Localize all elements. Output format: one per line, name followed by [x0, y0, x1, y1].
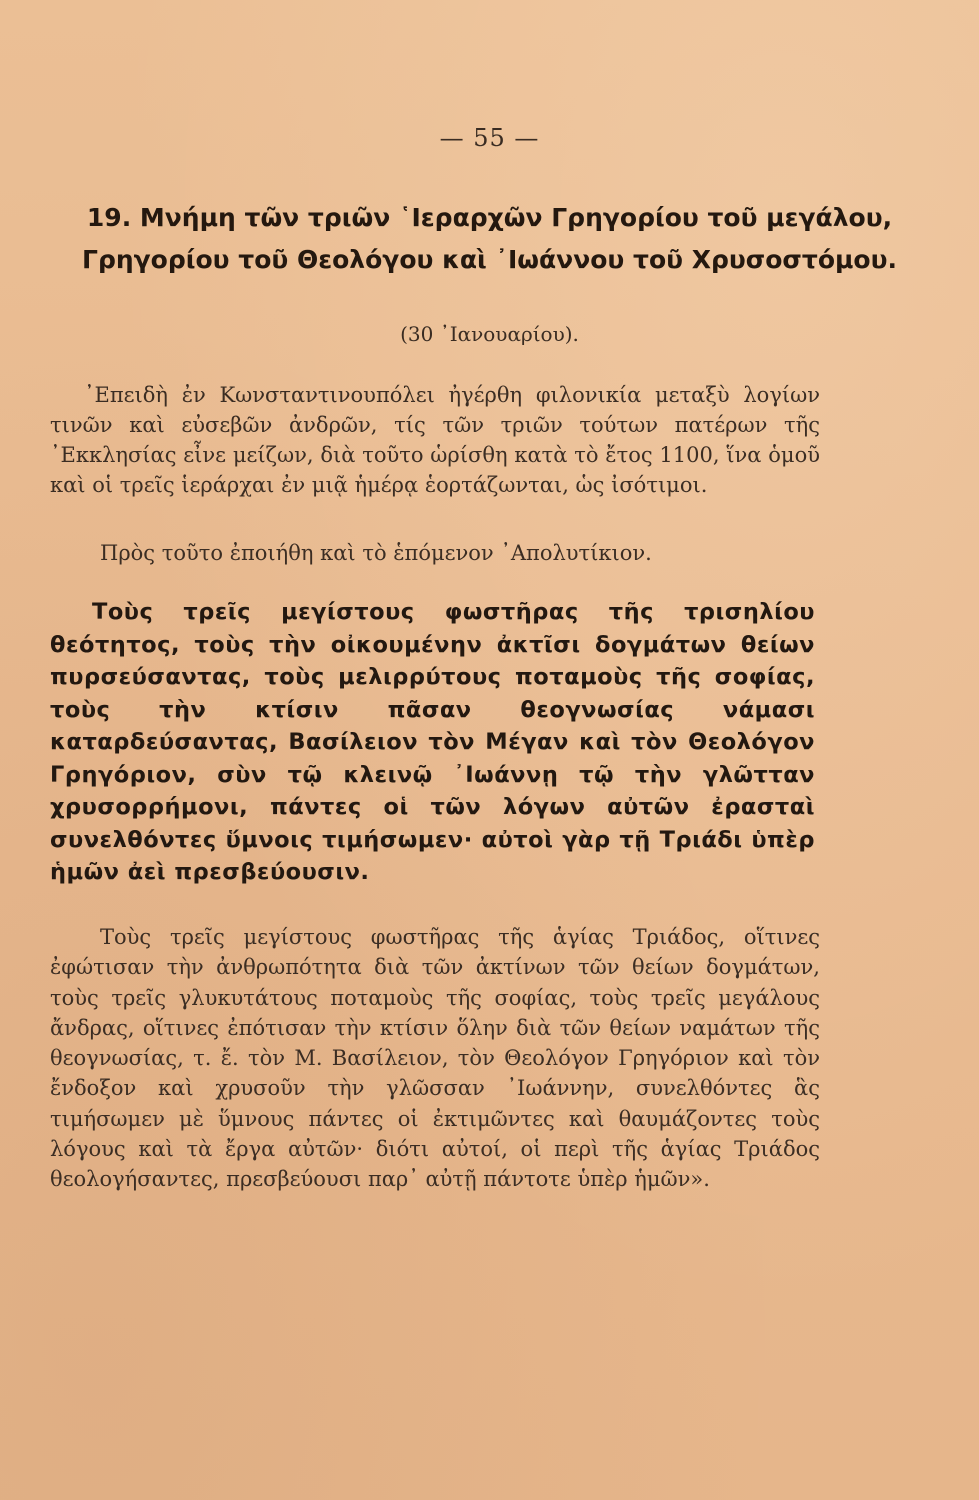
translation-paragraph: Τοὺς τρεῖς μεγίστους φωστῆρας τῆς ἁγίας Τριάδος, οἵτινες ἐφώτισαν τὴν ἀνθρωπότητα διὰ τῶν ἀκτίνων τῶν θείων δογμάτων, τοὺς τρεῖς γλυκυτάτους ποταμοὺς τῆς σοφίας, τοὺς τρεῖς μεγάλους ἄνδρας, οἵτινες ἐπότισαν τὴν κτίσιν ὅλην διὰ τῶν θείων ναμάτων τῆς θεογνωσίας, τ. ἔ. τὸν Μ. Βασίλειον, τὸν Θεολόγον Γρηγόριον καὶ τὸν ἔνδοξον καὶ χρυσοῦν τὴν γλῶσσαν ᾿Ιωάννην, συνελθόντες ἃς τιμήσωμεν μὲ ὕμνους πάντες οἱ ἐκτιμῶντες καὶ θαυμάζοντες τοὺς λόγους καὶ τὰ ἔργα αὐτῶν· διότι αὐτοί, οἱ περὶ τῆς ἁγίας Τριάδος θεολογήσαντες, πρεσβεύουσι παρ᾿ αὐτῇ πάντοτε ὑπὲρ ἡμῶν».	[50, 925, 820, 1192]
apolytikion-hymn: Τοὺς τρεῖς μεγίστους φωστῆρας τῆς τρισηλίου θεότητος, τοὺς τὴν οἰκουμένην ἀκτῖσι δογμάτων θείων πυρσεύσαντας, τοὺς μελιρρύτους ποταμοὺς τῆς σοφίας, τοὺς τὴν κτίσιν πᾶσαν θεογνωσίας νάμασι καταρδεύσαντας, Βασίλειον τὸν Μέγαν καὶ τὸν Θεολόγον Γρηγόριον, σὺν τῷ κλεινῷ ᾿Ιωάννῃ τῷ τὴν γλῶτταν χρυσορρήμονι, πάντες οἱ τῶν λόγων αὐτῶν ἐρασταὶ συνελθόντες ὕμνοις τιμήσωμεν· αὐτοὶ γὰρ τῇ Τριάδι ὑπὲρ ἡμῶν ἀεὶ πρεσβεύουσιν.	[50, 599, 815, 885]
section-title: 19. Μνήμη τῶν τριῶν ῾Ιεραρχῶν Γρηγορίου τοῦ μεγάλου, Γρηγορίου τοῦ Θεολόγου καὶ ᾿Ιωάννου τοῦ Χρυσοστόμου.	[82, 203, 897, 274]
page-number: — 55 —	[439, 124, 540, 152]
feast-date: (30 ᾿Ιανουαρίου).	[400, 322, 579, 346]
intro-paragraph: ᾿Επειδὴ ἐν Κωνσταντινουπόλει ἠγέρθη φιλονικία μεταξὺ λογίων τινῶν καὶ εὐσεβῶν ἀνδρῶν, τίς τῶν τριῶν τούτων πατέρων τῆς ᾿Εκκλησίας εἶνε μείζων, διὰ τοῦτο ὡρίσθη κατὰ τὸ ἔτος 1100, ἵνα ὁμοῦ καὶ οἱ τρεῖς ἱεράρχαι ἐν μιᾷ ἡμέρᾳ ἑορτάζωνται, ὡς ἰσότιμοι.	[50, 383, 820, 497]
intro-note: Πρὸς τοῦτο ἐποιήθη καὶ τὸ ἑπόμενον ᾿Απολυτίκιον.	[100, 541, 652, 565]
